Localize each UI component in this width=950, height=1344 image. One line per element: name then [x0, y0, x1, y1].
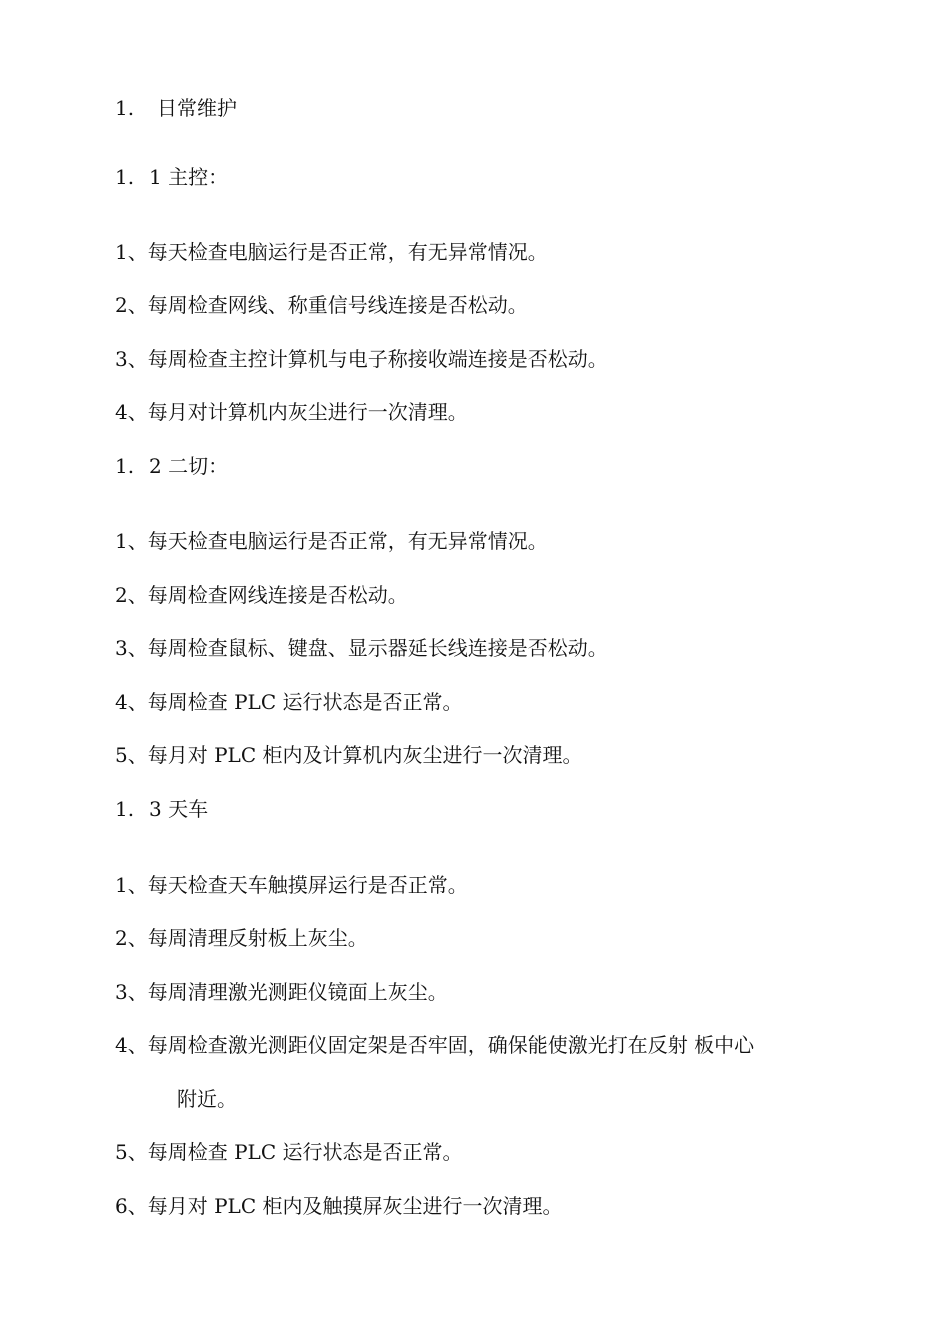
section-heading	[115, 95, 237, 121]
subsection-heading-crane	[115, 796, 208, 822]
list-item: 4、每月对计算机内灰尘进行一次清理。	[115, 400, 468, 424]
subsection-title: 3 天车	[149, 797, 209, 821]
list-item: 1、每天检查电脑运行是否正常，有无异常情况。	[115, 240, 548, 264]
heading-title: 日常维护	[157, 96, 237, 120]
list-item: 4、每周检查 PLC 运行状态是否正常。	[115, 690, 463, 714]
list-item: 2、每周清理反射板上灰尘。	[115, 926, 368, 950]
list-item: 2、每周检查网线连接是否松动。	[115, 583, 408, 607]
subsection-title: 1 主控：	[149, 165, 229, 189]
list-item: 1、每天检查电脑运行是否正常，有无异常情况。	[115, 529, 548, 553]
subsection-number: 1.	[115, 797, 135, 821]
list-item-continuation: 附近。	[177, 1087, 237, 1111]
subsection-number: 1.	[115, 454, 135, 478]
subsection-heading-second-cut	[115, 453, 228, 479]
list-item: 1、每天检查天车触摸屏运行是否正常。	[115, 873, 468, 897]
heading-number: 1.	[115, 96, 135, 120]
list-item: 5、每周检查 PLC 运行状态是否正常。	[115, 1140, 463, 1164]
list-item: 3、每周检查主控计算机与电子称接收端连接是否松动。	[115, 347, 608, 371]
subsection-number: 1.	[115, 165, 135, 189]
list-item: 3、每周清理激光测距仪镜面上灰尘。	[115, 980, 448, 1004]
subsection-title: 2 二切：	[149, 454, 229, 478]
list-item: 2、每周检查网线、称重信号线连接是否松动。	[115, 293, 528, 317]
list-item: 4、每周检查激光测距仪固定架是否牢固，确保能使激光打在反射 板中心	[115, 1033, 755, 1057]
list-item: 6、每月对 PLC 柜内及触摸屏灰尘进行一次清理。	[115, 1194, 563, 1218]
list-item: 3、每周检查鼠标、键盘、显示器延长线连接是否松动。	[115, 636, 608, 660]
subsection-heading-main-control	[115, 164, 228, 190]
list-item: 5、每月对 PLC 柜内及计算机内灰尘进行一次清理。	[115, 743, 583, 767]
